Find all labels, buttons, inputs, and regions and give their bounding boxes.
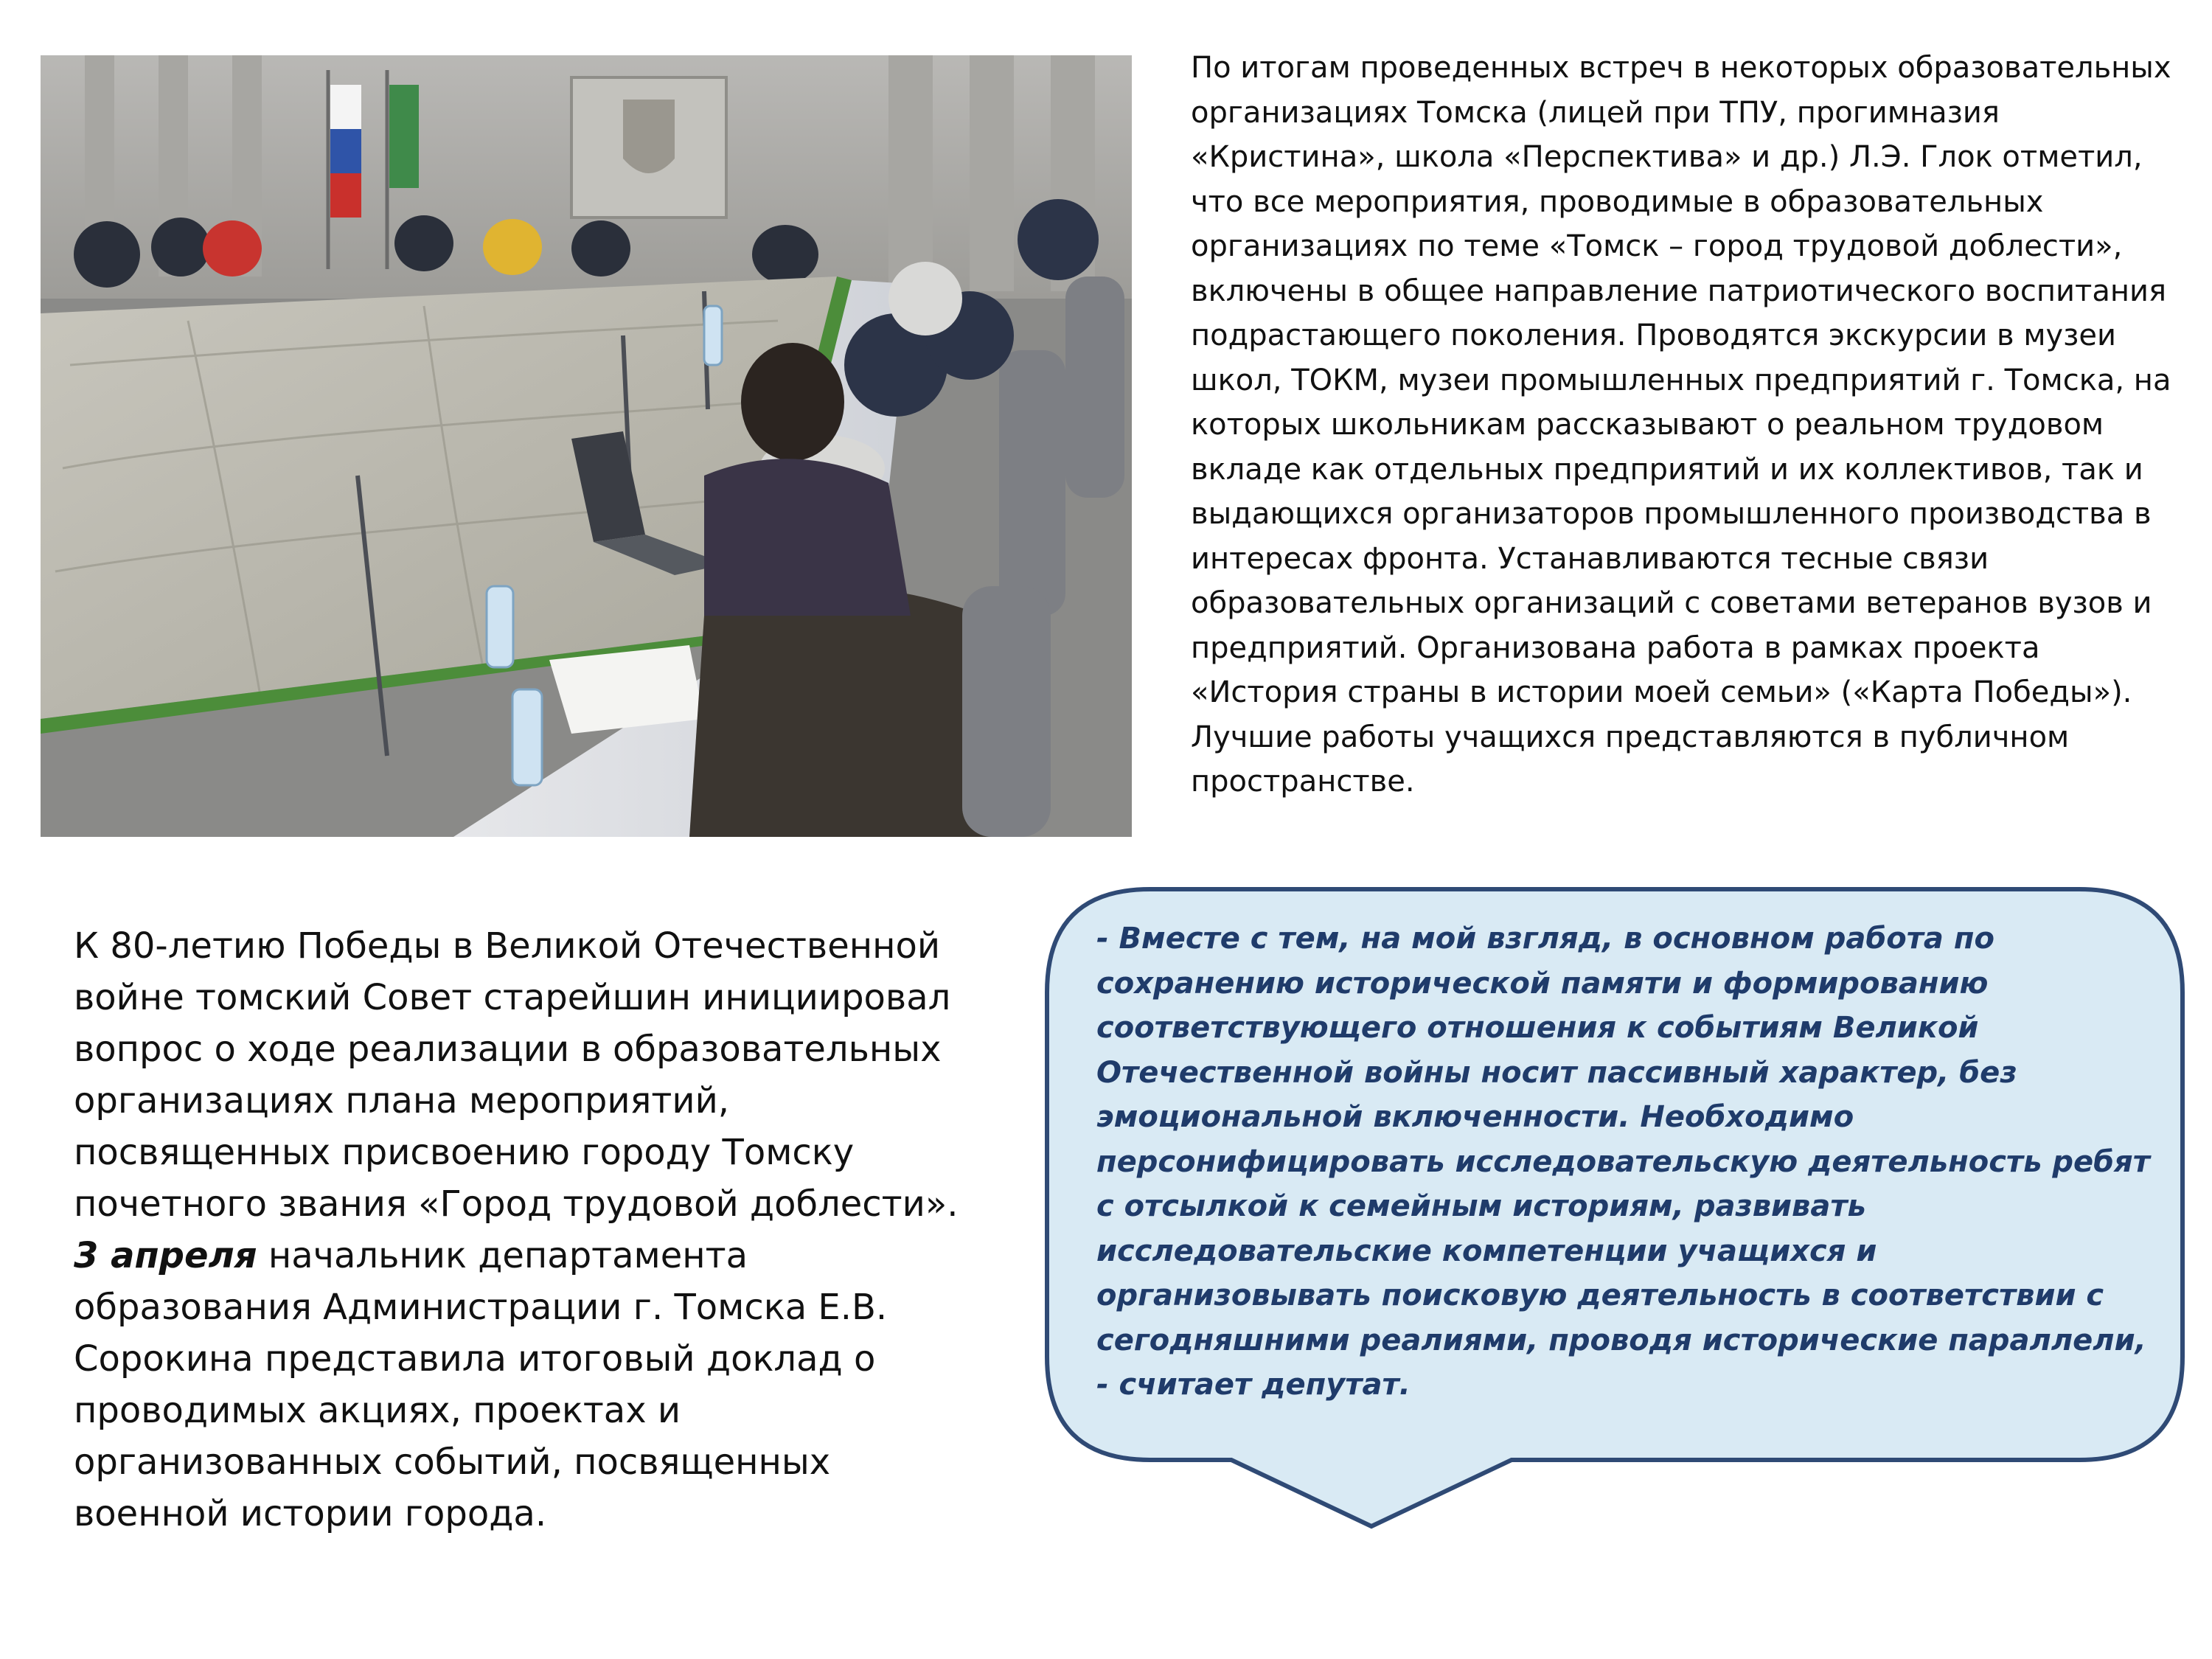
left-paragraph-rest: начальник департамента образования Администрации г. Томска Е.В. Сорокина представила итоговый доклад о проводимых акциях, проектах и организованных событий, посвященных военной истории города.	[74, 1235, 888, 1534]
event-date: 3 апреля	[74, 1235, 257, 1276]
meeting-photo	[41, 55, 1132, 837]
left-paragraph	[74, 920, 995, 1540]
left-paragraph-intro: К 80-летию Победы в Великой Отечественной войне томский Совет старейшин инициировал вопрос о ходе реализации в образовательных организациях плана мероприятий, посвященных присвоению городу Томску почетного звания «Город трудовой доблести».	[74, 925, 959, 1225]
quote-text: - Вместе с тем, на мой взгляд, в основном работа по сохранению исторической памяти и формированию соответствующего отношения к событиям Великой Отечественной войны носит пассивный характер, без эмоциональной включенности. Необходимо персонифицировать исследовательскую деятельность ребят с отсылкой к семейным историям, развивать исследовательские компетенции учащихся и организовывать поисковую деятельность в соответствии с сегодняшними реалиями, проводя исторические параллели, - считает депутат.	[1096, 922, 2150, 1402]
right-paragraph: По итогам проведенных встреч в некоторых образовательных организациях Томска (лицей при ТПУ, прогимназия «Кристина», школа «Перспектива» и др.) Л.Э. Глок отметил, что все мероприятия, проводимые в образовательных организациях по теме «Томск – город трудовой доблести», включены в общее направление патриотического воспитания подрастающего поколения. Проводятся экскурсии в музеи школ, ТОКМ, музеи промышленных предприятий г. Томска, на которых школьникам рассказывают о реальном трудовом вкладе как отдельных предприятий и их коллективов, так и выдающихся организаторов промышленного производства в интересах фронта. Устанавливаются тесные связи образовательных организаций с советами ветеранов вузов и предприятий. Организована работа в рамках проекта «История страны в истории моей семьи» («Карта Победы»). Лучшие работы учащихся представляются в публичном пространстве.	[1191, 51, 2171, 799]
